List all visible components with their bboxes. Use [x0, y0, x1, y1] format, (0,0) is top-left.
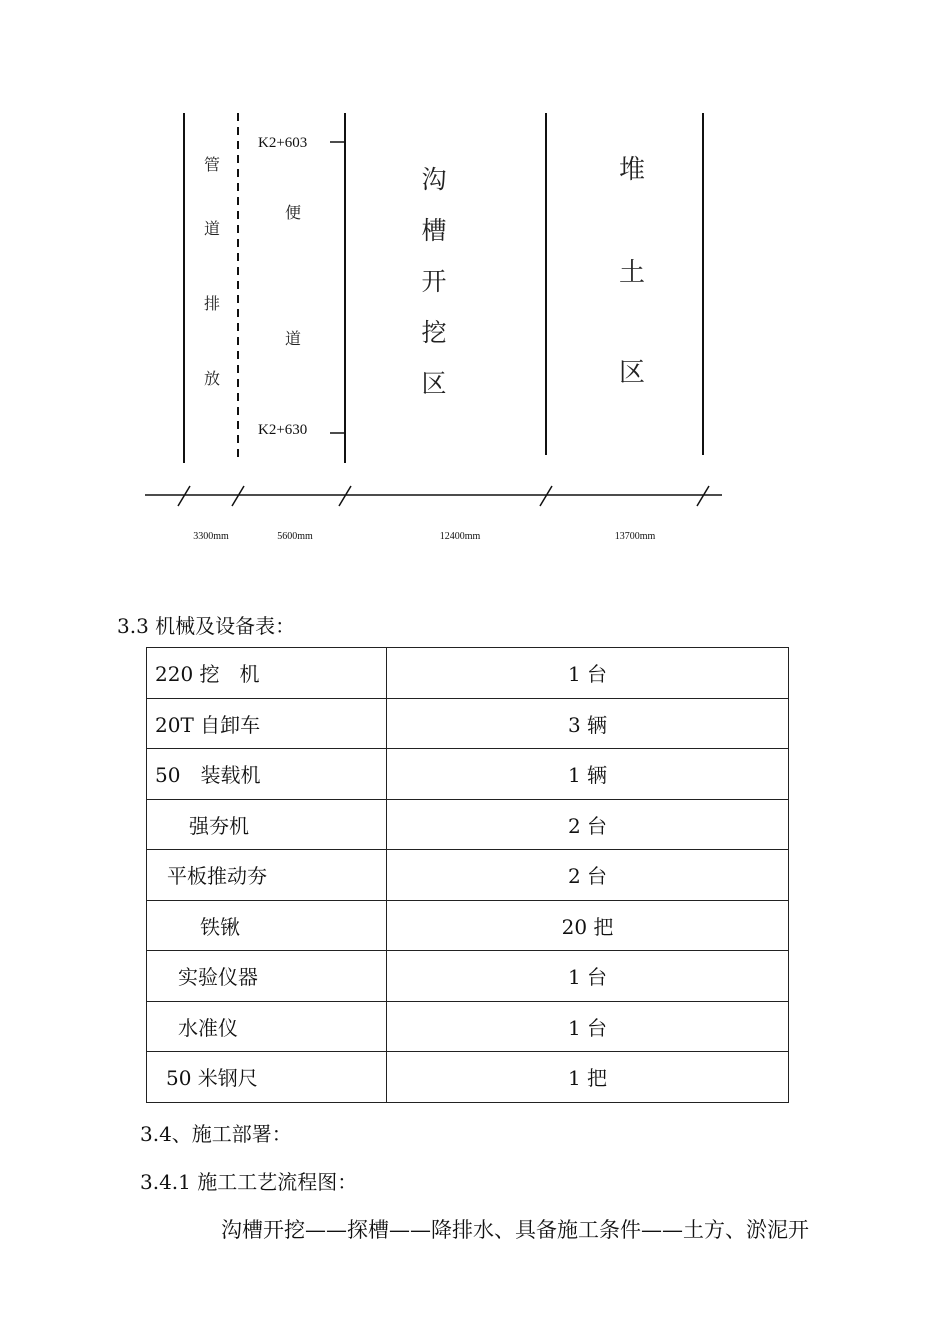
dimension-label-1: 3300mm	[193, 531, 229, 542]
equipment-name: 20T 自卸车	[147, 698, 387, 749]
equipment-qty: 20 把	[387, 900, 789, 951]
equipment-qty: 1 台	[387, 648, 789, 699]
dimension-label-4: 13700mm	[614, 531, 656, 542]
spoil-zone-label-3: 区	[618, 358, 646, 388]
dimension-tick-marks	[178, 486, 709, 506]
site-layout-diagram	[0, 0, 950, 560]
table-row	[147, 900, 789, 951]
equipment-qty: 3 辆	[387, 698, 789, 749]
deployment-heading: 3.4、施工部署：	[140, 1122, 292, 1146]
pipe-drainage-label-3: 排	[203, 294, 221, 313]
process-flow-text: 沟槽开挖——探槽——降排水、具备施工条件——土方、淤泥开	[221, 1218, 809, 1242]
equipment-name: 水准仪	[147, 1001, 387, 1052]
access-road-label-1: 便	[284, 203, 302, 222]
spoil-zone-label-1: 堆	[618, 155, 646, 185]
equipment-qty: 1 台	[387, 951, 789, 1002]
table-row	[147, 850, 789, 901]
equipment-name: 铁锹	[147, 900, 387, 951]
equipment-name: 220 挖 机	[147, 648, 387, 699]
dimension-label-2: 5600mm	[277, 531, 313, 542]
pipe-drainage-label-2: 道	[203, 219, 221, 238]
trench-zone-label-4: 挖	[421, 318, 447, 347]
equipment-section-heading: 3.3 机械及设备表：	[117, 614, 296, 638]
station-start-label: K2+603	[258, 135, 308, 151]
table-row	[147, 1052, 789, 1103]
equipment-qty: 2 台	[387, 850, 789, 901]
process-flow-heading: 3.4.1 施工工艺流程图：	[140, 1170, 358, 1194]
table-row	[147, 1001, 789, 1052]
trench-zone-label-3: 开	[421, 267, 447, 296]
equipment-qty: 1 辆	[387, 749, 789, 800]
pipe-drainage-label-1: 管	[203, 155, 221, 174]
spoil-zone-label-2: 土	[618, 258, 646, 288]
equipment-qty: 1 台	[387, 1001, 789, 1052]
trench-zone-label-2: 槽	[421, 216, 447, 245]
equipment-qty: 2 台	[387, 799, 789, 850]
pipe-drainage-label-4: 放	[203, 369, 221, 388]
trench-zone-label-1: 沟	[421, 165, 447, 194]
trench-zone-label-5: 区	[421, 369, 447, 398]
table-row	[147, 951, 789, 1002]
table-row	[147, 799, 789, 850]
equipment-name: 平板推动夯	[147, 850, 387, 901]
table-row	[147, 648, 789, 699]
equipment-name: 实验仪器	[147, 951, 387, 1002]
table-row	[147, 698, 789, 749]
dimension-label-3: 12400mm	[439, 531, 481, 542]
table-row	[147, 749, 789, 800]
equipment-name: 50 米钢尺	[147, 1052, 387, 1103]
equipment-name: 50 装载机	[147, 749, 387, 800]
equipment-qty: 1 把	[387, 1052, 789, 1103]
station-end-label: K2+630	[258, 422, 308, 438]
access-road-label-2: 道	[284, 329, 302, 348]
equipment-table	[146, 647, 789, 1103]
equipment-name: 强夯机	[147, 799, 387, 850]
